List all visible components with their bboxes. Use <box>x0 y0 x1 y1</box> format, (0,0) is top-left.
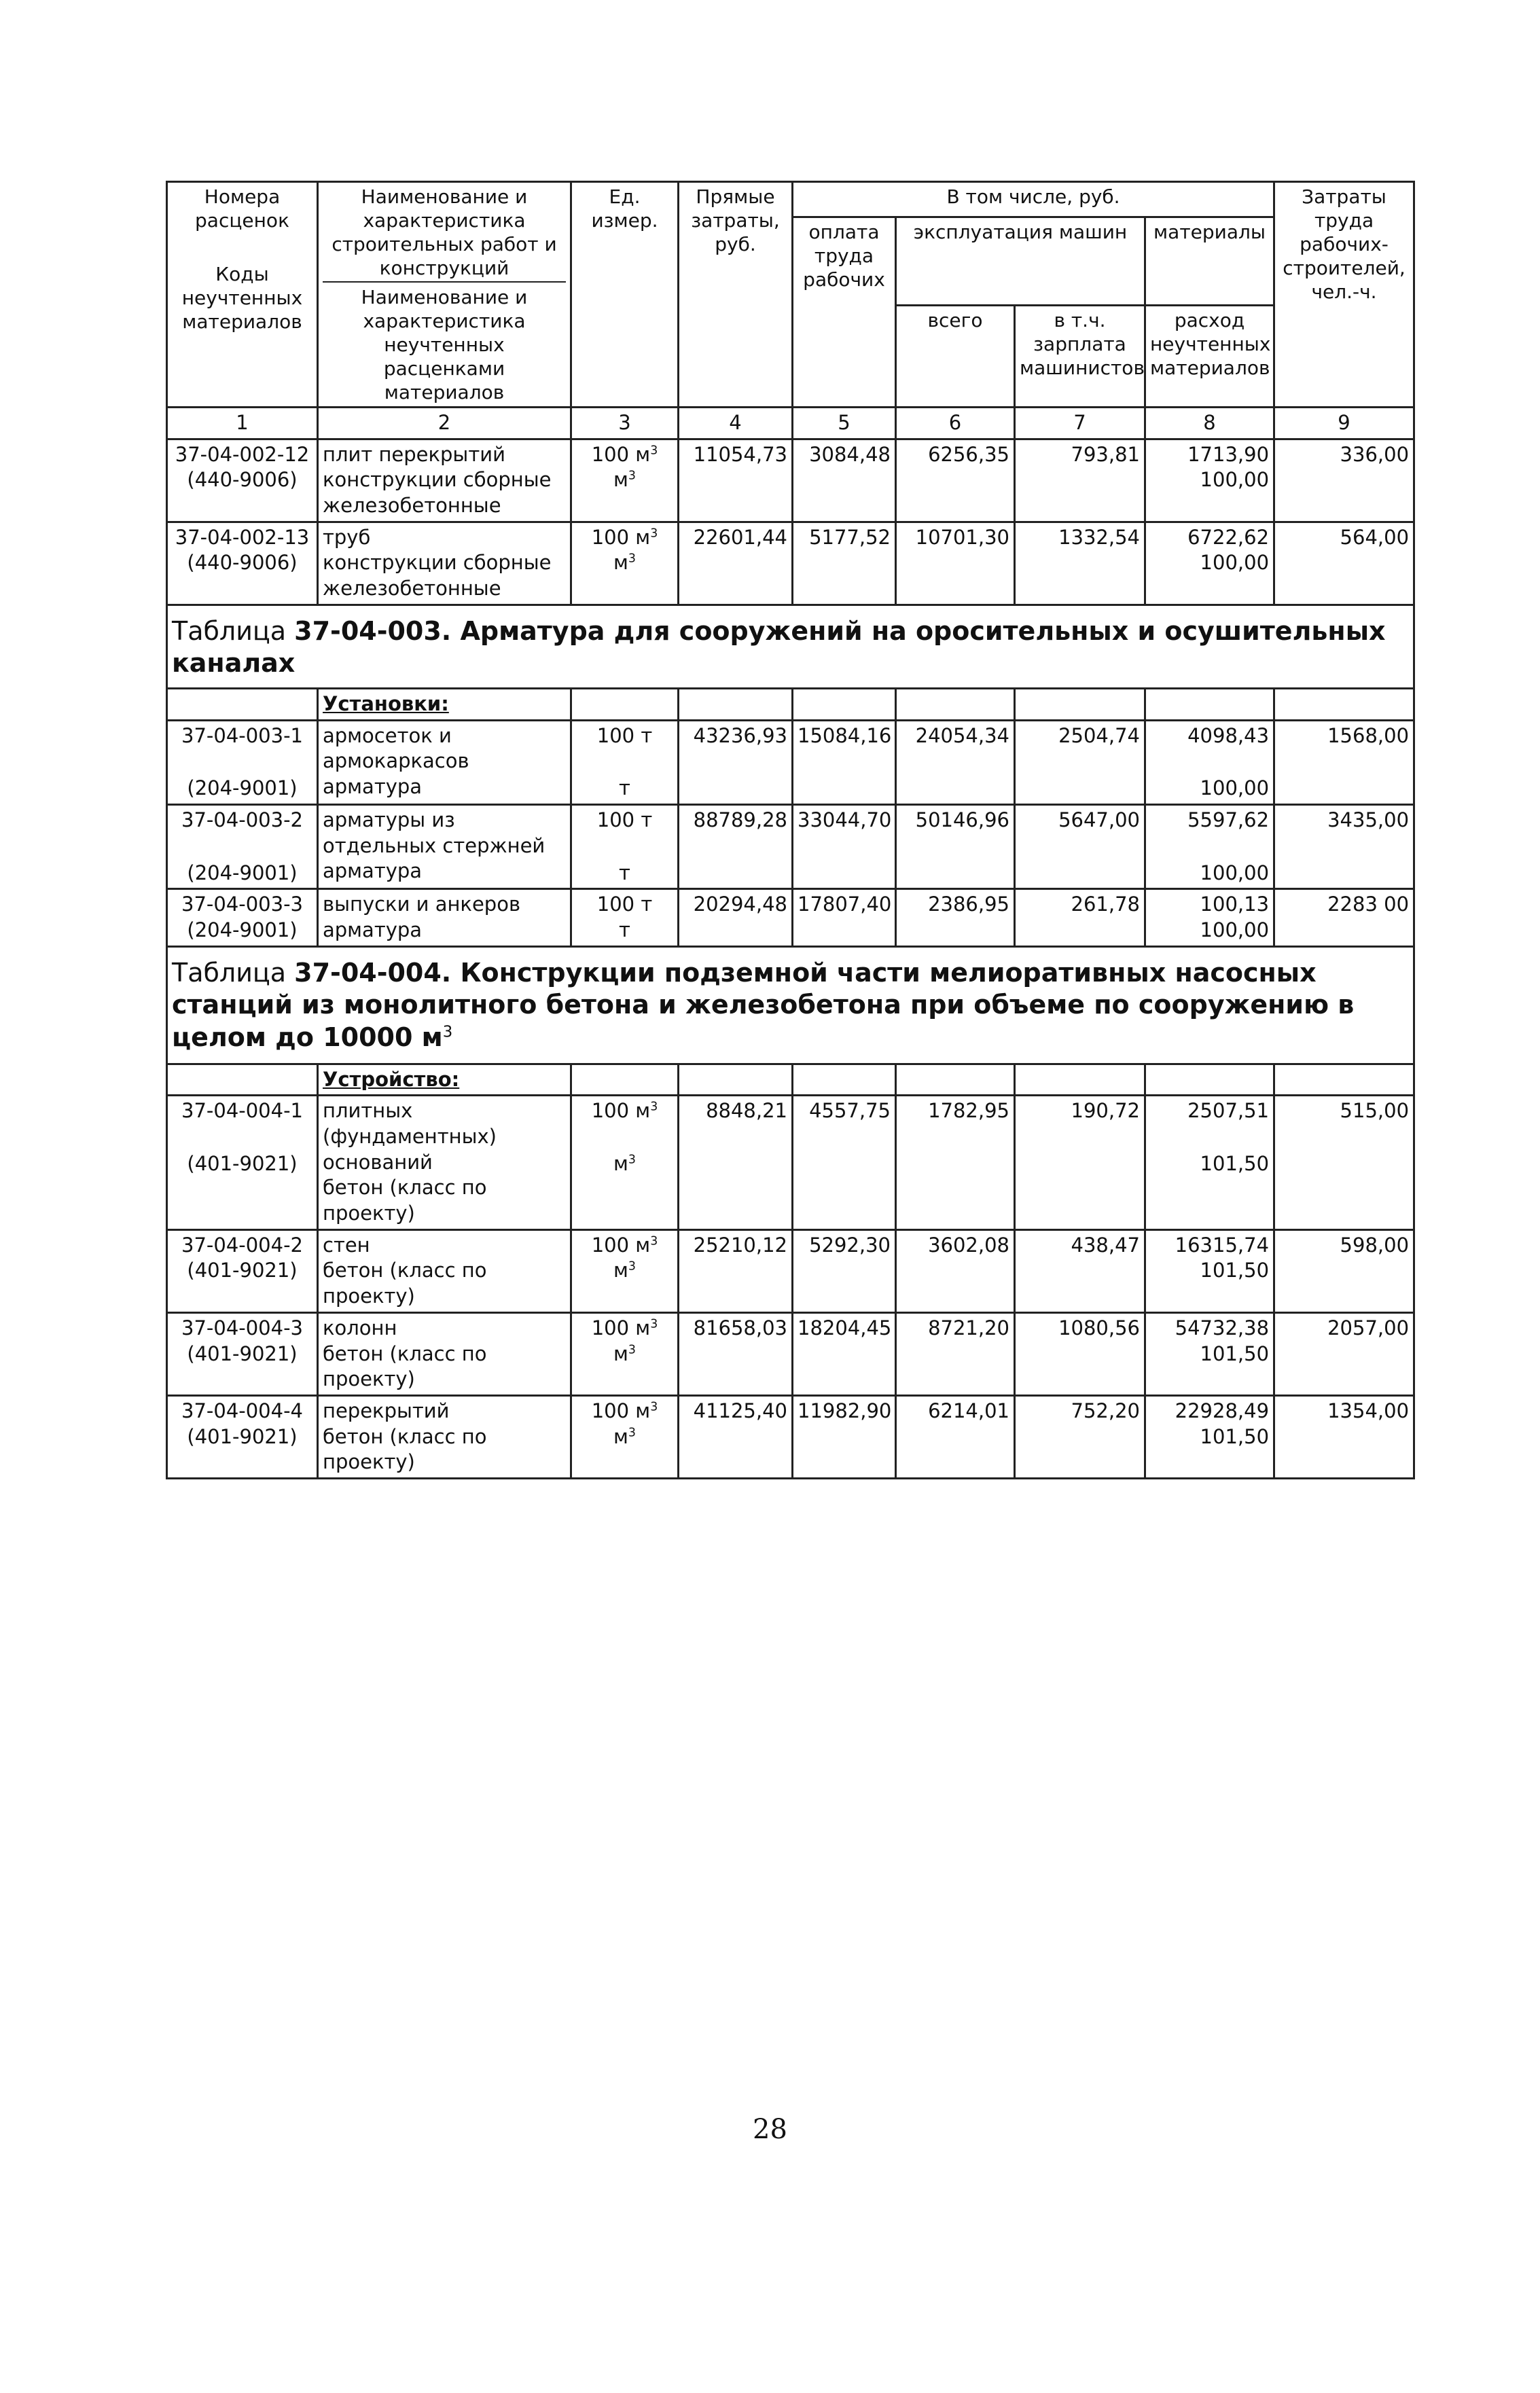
header-work-name: Наименование и характеристика строительных работ и конструкций <box>323 185 566 283</box>
header-names <box>318 182 571 408</box>
rate-code: 37-04-002-13 <box>175 525 310 549</box>
material-code: (204-9001) <box>187 776 298 800</box>
material-amount: 101,50 <box>1200 1152 1270 1175</box>
column-number: 6 <box>896 408 1015 439</box>
material-name: конструкции сборные железобетонные <box>323 468 552 518</box>
machines-total: 3602,08 <box>896 1229 1015 1312</box>
material-code: (401-9021) <box>187 1424 298 1448</box>
materials-cost: 54732,38 <box>1175 1316 1270 1339</box>
direct-costs: 25210,12 <box>679 1229 793 1312</box>
work-name: труб <box>323 525 371 549</box>
table-row <box>167 439 1414 522</box>
work-name: плитных (фундаментных) оснований <box>323 1099 497 1174</box>
column-number: 9 <box>1274 408 1414 439</box>
material-name: арматура <box>323 859 423 883</box>
materials-cost: 2507,51 <box>1187 1099 1270 1123</box>
document-page <box>166 181 1413 1479</box>
rate-code: 37-04-003-1 <box>181 723 303 747</box>
section-row <box>167 1064 1414 1096</box>
materials-cost: 1713,90 <box>1187 442 1270 466</box>
column-number: 8 <box>1145 408 1274 439</box>
material-amount: 100,00 <box>1200 861 1270 884</box>
section-label: Устройство: <box>323 1067 460 1091</box>
page-number: 28 <box>753 2114 787 2145</box>
table-title: 37-04-004. Конструкции подземной части мелиоративных насосных станций из монолитного бетона и железобетона при объеме по сооружению в целом до 10000 м <box>172 957 1355 1052</box>
unit: 100 $м^3$ <box>591 1399 658 1422</box>
material-unit: $м^3$ <box>613 1424 636 1448</box>
table-title-prefix: Таблица <box>172 615 287 646</box>
header-codes <box>167 182 318 408</box>
materials-cost: 22928,49 <box>1175 1399 1270 1422</box>
material-name: бетон (класс по проекту) <box>323 1176 487 1225</box>
work-name: стен <box>323 1233 370 1257</box>
labor-hours: 1354,00 <box>1274 1395 1414 1478</box>
direct-costs: 43236,93 <box>679 720 793 804</box>
work-name: плит перекрытий <box>323 442 505 466</box>
operators-pay: 752,20 <box>1015 1395 1145 1478</box>
rate-code: 37-04-003-3 <box>181 893 303 916</box>
rate-code: 37-04-004-2 <box>181 1233 303 1257</box>
machines-total: 8721,20 <box>896 1312 1015 1395</box>
unit: 100 $м^3$ <box>591 525 658 549</box>
material-name: бетон (класс по проекту) <box>323 1342 487 1391</box>
section-label: Установки: <box>323 691 449 715</box>
header-material-codes: Коды неучтенных материалов <box>181 263 303 333</box>
machines-total: 1782,95 <box>896 1096 1015 1229</box>
column-number: 2 <box>318 408 571 439</box>
header-material-name: Наименование и характеристика неучтенных расценками материалов <box>361 286 528 403</box>
header-direct-costs: Прямые затраты, руб. <box>679 182 793 408</box>
table-title-prefix: Таблица <box>172 957 287 988</box>
labor-pay: 11982,90 <box>793 1395 896 1478</box>
unit: 100 $м^3$ <box>591 442 658 466</box>
header-operators-pay: в т.ч. зарплата машинистов <box>1015 306 1145 408</box>
material-code: (204-9001) <box>187 918 298 941</box>
operators-pay: 793,81 <box>1015 439 1145 522</box>
material-unit: т <box>619 918 630 941</box>
header-machines: эксплуатация машин <box>896 217 1145 306</box>
labor-pay: 5177,52 <box>793 522 896 605</box>
labor-hours: 1568,00 <box>1274 720 1414 804</box>
labor-pay: 5292,30 <box>793 1229 896 1312</box>
labor-pay: 33044,70 <box>793 804 896 888</box>
table-row <box>167 1312 1414 1395</box>
rate-code: 37-04-004-3 <box>181 1316 303 1339</box>
table-title-sup: 3 <box>442 1022 453 1041</box>
material-name: конструкции сборные железобетонные <box>323 551 552 600</box>
work-name: перекрытий <box>323 1399 450 1422</box>
materials-cost: 4098,43 <box>1187 723 1270 747</box>
rate-code: 37-04-004-1 <box>181 1099 303 1123</box>
labor-pay: 17807,40 <box>793 889 896 946</box>
direct-costs: 22601,44 <box>679 522 793 605</box>
material-code: (440-9006) <box>187 468 298 492</box>
table-title: 37-04-003. Арматура для сооружений на оросительных и осушительных каналах <box>172 615 1386 679</box>
unit: 100 $м^3$ <box>591 1316 658 1339</box>
material-code: (401-9021) <box>187 1259 298 1282</box>
machines-total: 50146,96 <box>896 804 1015 888</box>
direct-costs: 11054,73 <box>679 439 793 522</box>
header-materials: материалы <box>1145 217 1274 306</box>
direct-costs: 81658,03 <box>679 1312 793 1395</box>
material-unit: $м^3$ <box>613 551 636 575</box>
machines-total: 10701,30 <box>896 522 1015 605</box>
rate-code: 37-04-003-2 <box>181 808 303 831</box>
column-number: 1 <box>167 408 318 439</box>
table-row <box>167 720 1414 804</box>
column-number: 7 <box>1015 408 1145 439</box>
table-title-row <box>167 605 1414 688</box>
table-title-row <box>167 946 1414 1064</box>
material-unit: $м^3$ <box>613 1342 636 1365</box>
header-rate-numbers: Номера расценок <box>195 185 289 232</box>
material-name: бетон (класс по проекту) <box>323 1259 487 1308</box>
labor-pay: 3084,48 <box>793 439 896 522</box>
material-unit: т <box>619 776 630 800</box>
rates-table <box>166 181 1415 1479</box>
material-code: (401-9021) <box>187 1342 298 1365</box>
material-amount: 101,50 <box>1200 1259 1270 1282</box>
column-number: 5 <box>793 408 896 439</box>
material-amount: 100,00 <box>1200 468 1270 492</box>
header-unit: Ед. измер. <box>571 182 679 408</box>
material-code: (401-9021) <box>187 1152 298 1175</box>
unit: 100 $м^3$ <box>591 1099 658 1123</box>
operators-pay: 438,47 <box>1015 1229 1145 1312</box>
material-amount: 101,50 <box>1200 1424 1270 1448</box>
machines-total: 6256,35 <box>896 439 1015 522</box>
labor-hours: 2057,00 <box>1274 1312 1414 1395</box>
operators-pay: 1332,54 <box>1015 522 1145 605</box>
labor-hours: 598,00 <box>1274 1229 1414 1312</box>
unit: 100 т <box>596 808 653 831</box>
material-name: арматура <box>323 918 423 941</box>
material-amount: 100,00 <box>1200 918 1270 941</box>
material-unit: $м^3$ <box>613 1152 636 1175</box>
labor-hours: 336,00 <box>1274 439 1414 522</box>
operators-pay: 2504,74 <box>1015 720 1145 804</box>
materials-cost: 16315,74 <box>1175 1233 1270 1257</box>
column-numbers-row <box>167 408 1414 439</box>
material-unit: т <box>619 861 630 884</box>
unit: 100 т <box>596 723 653 747</box>
work-name: арматуры из отдельных стержней <box>323 808 545 857</box>
rate-code: 37-04-004-4 <box>181 1399 303 1422</box>
work-name: армосеток и армокаркасов <box>323 723 469 773</box>
header-group: В том числе, руб. <box>793 182 1274 217</box>
labor-hours: 564,00 <box>1274 522 1414 605</box>
rate-code: 37-04-002-12 <box>175 442 310 466</box>
material-code: (440-9006) <box>187 551 298 575</box>
labor-pay: 15084,16 <box>793 720 896 804</box>
table-row <box>167 1229 1414 1312</box>
operators-pay: 5647,00 <box>1015 804 1145 888</box>
header-machines-total: всего <box>896 306 1015 408</box>
table-row <box>167 889 1414 946</box>
work-name: выпуски и анкеров <box>323 893 521 916</box>
labor-hours: 515,00 <box>1274 1096 1414 1229</box>
material-name: бетон (класс по проекту) <box>323 1424 487 1474</box>
direct-costs: 20294,48 <box>679 889 793 946</box>
labor-hours: 3435,00 <box>1274 804 1414 888</box>
material-amount: 101,50 <box>1200 1342 1270 1365</box>
machines-total: 24054,34 <box>896 720 1015 804</box>
machines-total: 6214,01 <box>896 1395 1015 1478</box>
material-name: арматура <box>323 774 423 798</box>
table-row <box>167 804 1414 888</box>
labor-hours: 2283 00 <box>1274 889 1414 946</box>
header-labor-hours: Затраты труда рабочих-строителей, чел.-ч. <box>1274 182 1414 408</box>
unit: 100 $м^3$ <box>591 1233 658 1257</box>
column-number: 4 <box>679 408 793 439</box>
section-row <box>167 688 1414 720</box>
labor-pay: 18204,45 <box>793 1312 896 1395</box>
unit: 100 т <box>596 893 653 916</box>
material-amount: 100,00 <box>1200 551 1270 575</box>
material-code: (204-9001) <box>187 861 298 884</box>
table-row <box>167 1395 1414 1478</box>
materials-cost: 5597,62 <box>1187 808 1270 831</box>
materials-cost: 6722,62 <box>1187 525 1270 549</box>
machines-total: 2386,95 <box>896 889 1015 946</box>
direct-costs: 88789,28 <box>679 804 793 888</box>
material-unit: $м^3$ <box>613 1259 636 1282</box>
column-number: 3 <box>571 408 679 439</box>
materials-cost: 100,13 <box>1200 893 1270 916</box>
material-amount: 100,00 <box>1200 776 1270 800</box>
work-name: колонн <box>323 1316 397 1339</box>
labor-pay: 4557,75 <box>793 1096 896 1229</box>
direct-costs: 41125,40 <box>679 1395 793 1478</box>
table-row <box>167 1096 1414 1229</box>
operators-pay: 1080,56 <box>1015 1312 1145 1395</box>
table-row <box>167 522 1414 605</box>
direct-costs: 8848,21 <box>679 1096 793 1229</box>
operators-pay: 261,78 <box>1015 889 1145 946</box>
material-unit: $м^3$ <box>613 468 636 492</box>
header-labor-pay: оплата труда рабочих <box>793 217 896 408</box>
header-material-consumption: расход неучтенных материалов <box>1145 306 1274 408</box>
operators-pay: 190,72 <box>1015 1096 1145 1229</box>
